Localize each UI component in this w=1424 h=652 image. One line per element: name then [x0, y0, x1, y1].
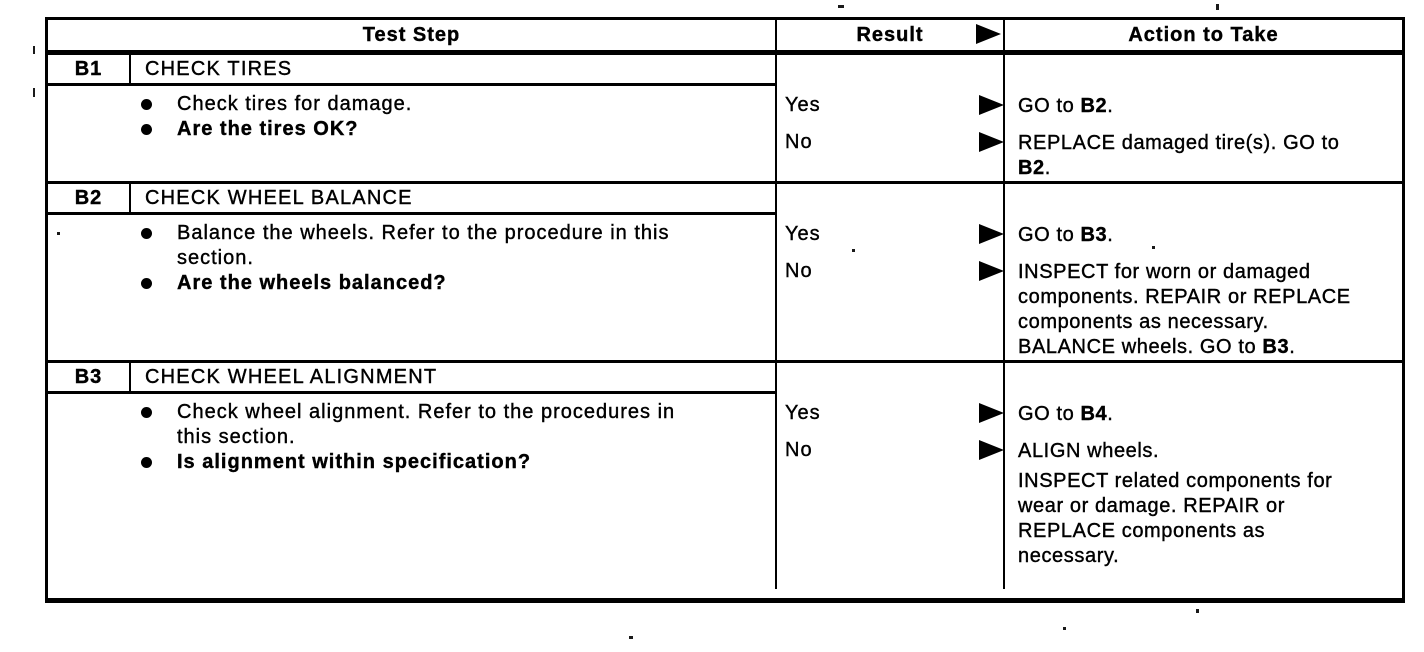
action-text-segment: BALANCE wheels. GO to — [1018, 336, 1263, 358]
result-row — [785, 94, 1003, 131]
result-label: No — [785, 439, 813, 461]
step-title: CHECK TIRES — [145, 57, 293, 80]
result-arrow-icon — [979, 261, 1004, 281]
bullet-item — [141, 117, 765, 142]
action-text-segment: components as necessary. — [1018, 311, 1269, 333]
step-code: B3 — [48, 363, 131, 391]
action-text-segment: . — [1289, 336, 1296, 358]
result-arrow-icon — [976, 24, 1001, 44]
action-paragraph — [1018, 94, 1394, 119]
bullet-item — [141, 450, 765, 475]
bullet-icon — [141, 124, 152, 135]
action-paragraph — [1018, 131, 1394, 181]
bullet-icon — [141, 457, 152, 468]
bullet-item — [141, 400, 765, 450]
action-text-segment: . — [1107, 224, 1114, 246]
test-step-cell — [48, 184, 775, 360]
bullet-text: Balance the wheels. Refer to the procedure in this section. — [177, 222, 670, 269]
result-row — [785, 439, 1003, 476]
step-code: B2 — [48, 184, 131, 212]
scan-artifact — [33, 88, 35, 97]
bullet-text: Check tires for damage. — [177, 93, 413, 115]
action-text-segment: REPLACE damaged tire(s). GO to — [1018, 132, 1340, 154]
action-paragraph — [1018, 402, 1394, 427]
result-label: No — [785, 260, 813, 282]
action-block — [1018, 131, 1394, 181]
action-text-segment: B4 — [1080, 403, 1108, 425]
scan-artifact — [33, 46, 35, 54]
bullet-text: Check wheel alignment. Refer to the procedures in this section. — [177, 401, 676, 448]
action-block — [1018, 402, 1394, 439]
bullet-item — [141, 221, 765, 271]
result-cell — [775, 184, 1003, 360]
action-text-segment: . — [1044, 157, 1051, 179]
step-title: CHECK WHEEL BALANCE — [145, 186, 413, 209]
result-label: Yes — [785, 223, 821, 245]
result-arrow-icon — [979, 224, 1004, 244]
result-label: Yes — [785, 402, 821, 424]
scan-artifact — [1063, 627, 1066, 630]
step-bullet-list — [48, 215, 775, 300]
scan-artifact — [1216, 4, 1219, 10]
action-text-segment: GO to — [1018, 95, 1081, 117]
action-text-segment: REPLACE components as — [1018, 520, 1266, 542]
action-paragraph — [1018, 223, 1394, 248]
result-arrow-icon — [979, 440, 1004, 460]
scan-artifact — [629, 636, 633, 639]
result-row — [785, 260, 1003, 297]
column-header-test-step — [48, 20, 775, 50]
result-label: Yes — [785, 94, 821, 116]
action-cell — [1003, 55, 1402, 181]
action-block — [1018, 223, 1394, 260]
column-header-result — [775, 20, 1003, 50]
test-step-header-label: Test Step — [362, 23, 461, 46]
action-cell — [1003, 184, 1402, 360]
bullet-item — [141, 271, 765, 296]
table-body — [48, 52, 1402, 589]
test-step-section — [48, 52, 1402, 181]
result-label: No — [785, 131, 813, 153]
step-title-row — [48, 184, 775, 215]
result-cell — [775, 55, 1003, 181]
bullet-text: Are the tires OK? — [177, 118, 359, 140]
column-header-action — [1003, 20, 1402, 50]
scan-artifact — [1152, 246, 1155, 249]
result-row — [785, 223, 1003, 260]
step-title-row — [48, 55, 775, 86]
action-text-segment: B2 — [1018, 157, 1045, 179]
scan-artifact — [852, 249, 855, 252]
action-paragraph — [1018, 260, 1394, 360]
scan-artifact — [57, 232, 60, 235]
step-title-row — [48, 363, 775, 394]
bullet-text: Is alignment within specification? — [177, 451, 532, 473]
bullet-icon — [141, 278, 152, 289]
action-text-segment: INSPECT for worn or damaged — [1018, 261, 1311, 283]
result-header-label: Result — [856, 23, 924, 46]
result-arrow-icon — [979, 95, 1004, 115]
action-header-label: Action to Take — [1128, 23, 1279, 46]
result-row — [785, 131, 1003, 168]
test-step-section — [48, 360, 1402, 589]
test-step-cell — [48, 363, 775, 589]
step-bullet-list — [48, 394, 775, 479]
diagnostic-test-table — [45, 17, 1405, 603]
action-block — [1018, 439, 1394, 569]
action-text-segment: . — [1107, 403, 1114, 425]
action-text-segment: necessary. — [1018, 545, 1120, 567]
step-title: CHECK WHEEL ALIGNMENT — [145, 365, 438, 388]
action-text-segment: . — [1107, 95, 1114, 117]
action-cell — [1003, 363, 1402, 589]
scan-artifact — [1196, 609, 1199, 613]
action-text-segment: B2 — [1080, 95, 1108, 117]
action-text-segment: INSPECT related components for — [1018, 470, 1333, 492]
action-text-segment: B3 — [1262, 336, 1290, 358]
result-arrow-icon — [979, 132, 1004, 152]
table-header-row — [48, 20, 1402, 52]
bullet-icon — [141, 228, 152, 239]
bullet-icon — [141, 99, 152, 110]
result-row — [785, 402, 1003, 439]
action-text-segment: B3 — [1080, 224, 1108, 246]
bullet-text: Are the wheels balanced? — [177, 272, 447, 294]
action-block — [1018, 260, 1394, 360]
bullet-item — [141, 92, 765, 117]
action-text-segment: wear or damage. REPAIR or — [1018, 495, 1285, 517]
step-bullet-list — [48, 86, 775, 146]
action-paragraph — [1018, 439, 1394, 464]
action-text-segment: ALIGN wheels. — [1018, 440, 1160, 462]
action-text-segment: GO to — [1018, 224, 1081, 246]
result-arrow-icon — [979, 403, 1004, 423]
action-text-segment: GO to — [1018, 403, 1081, 425]
action-text-segment: components. REPAIR or REPLACE — [1018, 286, 1351, 308]
action-paragraph — [1018, 469, 1394, 569]
test-step-cell — [48, 55, 775, 181]
test-step-section — [48, 181, 1402, 360]
bullet-icon — [141, 407, 152, 418]
scan-artifact — [838, 5, 844, 8]
step-code: B1 — [48, 55, 131, 83]
action-block — [1018, 94, 1394, 131]
result-cell — [775, 363, 1003, 589]
